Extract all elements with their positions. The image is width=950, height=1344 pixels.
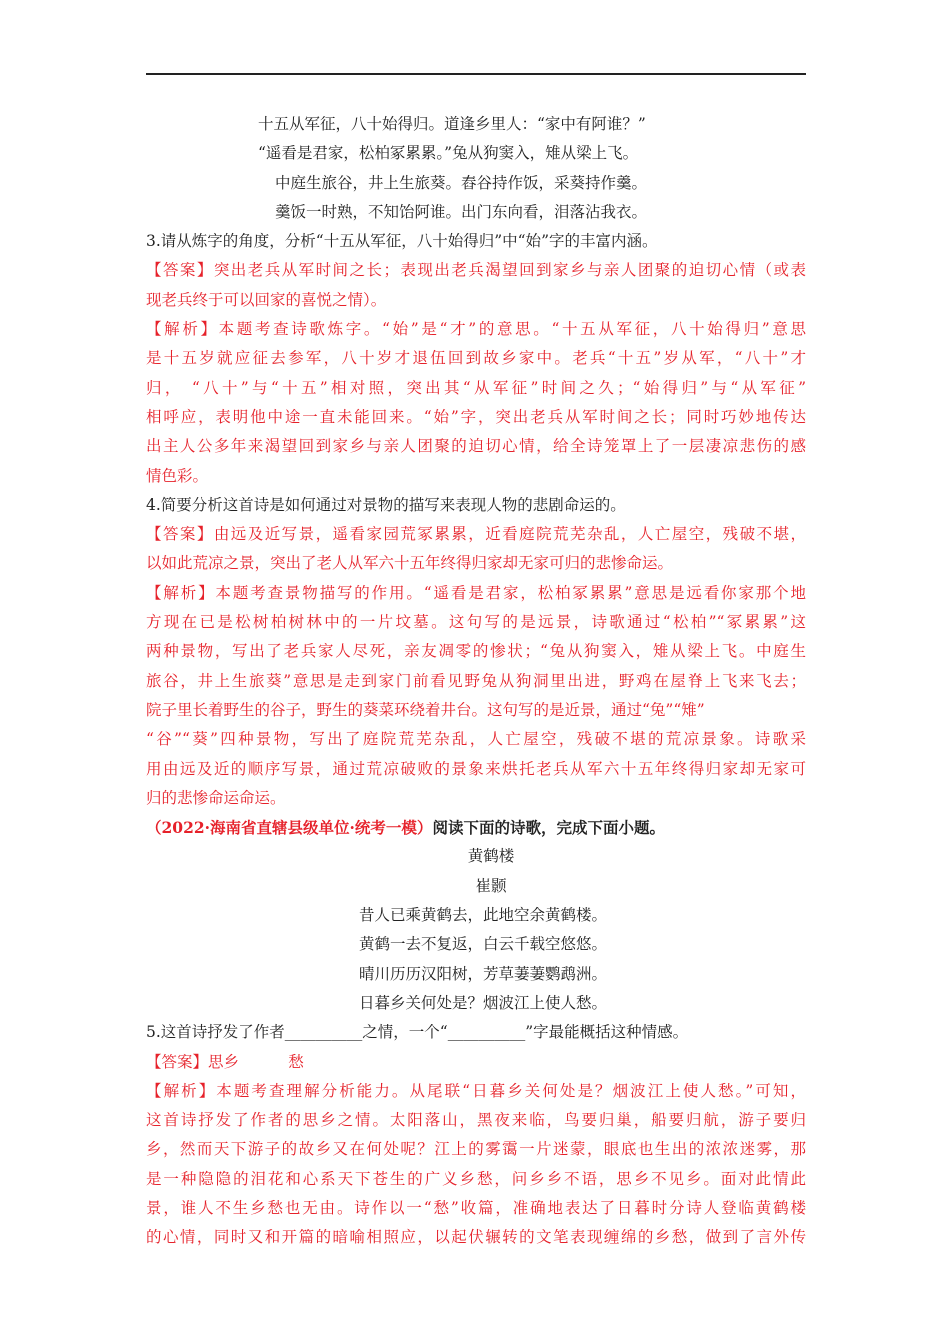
analysis-4: 归的悲惨命运命运。 [146,788,286,807]
section-heading [146,813,806,842]
analysis-3: 相呼应，表明他中途一直未能回来。“始”字，突出老兵从军时间之长；同时巧妙地传达 [146,407,806,426]
analysis-3: 【解析】本题考查诗歌炼字。“始”是“才”的意思。“十五从军征，八十始得归”意思 [146,320,806,339]
section-instruction: 阅读下面的诗歌，完成下面小题。 [432,818,665,838]
poem-line: 晴川历历汉阳树，芳草萋萋鹦鹉洲。 [359,964,608,983]
poem-title: 黄鹤楼 [467,847,515,866]
analysis-4: 用由远及近的顺序写景，通过荒凉破败的景象来烘托老兵从军六十五年终得归家却无家可 [146,759,806,778]
question-5: 5.这首诗抒发了作者__________之情，一个“__________”字最能概括这种情感。 [146,1023,689,1042]
analysis-5: 景，谁人不生乡愁也无由。诗作以一“愁”收篇，准确地表达了日暮时分诗人登临黄鹤楼 [146,1198,806,1217]
question-4: 4.简要分析这首诗是如何通过对景物的描写来表现人物的悲剧命运的。 [146,495,626,514]
question-3: 3.请从炼字的角度，分析“十五从军征，八十始得归”中“始”字的丰富内涵。 [146,232,658,251]
analysis-5: 的心情，同时又和开篇的暗喻相照应，以起伏辗转的文笔表现缠绵的乡愁，做到了言外传 [146,1228,806,1247]
answer-3: 现老兵终于可以回家的喜悦之情）。 [146,290,387,309]
analysis-4: 方现在已是松树柏树林中的一片坟墓。这句写的是远景，诗歌通过“松柏”“冢累累”这 [146,613,806,632]
analysis-3: 出主人公多年来渴望回到家乡与亲人团聚的迫切心情，给全诗笼罩上了一层凄凉悲伤的感 [146,437,806,456]
analysis-5: 乡，然而天下游子的故乡又在何处呢？江上的雾霭一片迷蒙，眼底也生出的浓浓迷雾，那 [146,1140,806,1159]
analysis-5: 这首诗抒发了作者的思乡之情。太阳落山，黑夜来临，鸟要归巢，船要归航，游子要归 [146,1111,806,1130]
analysis-3: 情色彩。 [146,466,209,485]
answer-4: 以如此荒凉之景，突出了老人从军六十五年终得归家却无家可归的悲惨命运。 [146,554,674,573]
analysis-4: 【解析】本题考查景物描写的作用。“遥看是君家，松柏冢累累”意思是远看你家那个地 [146,583,806,602]
answer-5: 【答案】思乡 愁 [146,1052,304,1071]
poem-author: 崔颢 [475,876,507,895]
analysis-3: 是十五岁就应征去参军，八十岁才退伍回到故乡家中。老兵“十五”岁从军，“八十”才 [146,349,806,368]
answer-4: 【答案】由远及近写景，遥看家园荒冢累累，近看庭院荒芜杂乱，人亡屋空，残破不堪， [146,525,806,544]
document-body [146,110,806,1253]
poem-line: 羹饭一时熟，不知饴阿谁。出门东向看，泪落沾我衣。 [275,202,648,221]
poem-line: “遥看是君家，松柏冢累累。”兔从狗窦入，雉从梁上飞。 [258,144,639,163]
analysis-4: “谷”“葵”四种景物，写出了庭院荒芜杂乱，人亡屋空，残破不堪的荒凉景象。诗歌采 [146,730,806,749]
poem-line: 黄鹤一去不复返，白云千载空悠悠。 [359,935,608,954]
analysis-5: 是一种隐隐的泪花和心系天下苍生的广义乡愁，问乡乡不语，思乡不见乡。面对此情此 [146,1169,806,1188]
analysis-4: 院子里长着野生的谷子，野生的葵菜环绕着井台。这句写的是近景，通过“兔”“雉” [146,700,705,719]
analysis-4: 两种景物，写出了老兵家人尽死，亲友凋零的惨状；“兔从狗窦入，雉从梁上飞。中庭生 [146,642,806,661]
poem-line: 日暮乡关何处是？烟波江上使人愁。 [359,993,608,1012]
exam-source: （2022·海南省直辖县级单位·统考一模） [146,818,433,838]
answer-3: 【答案】突出老兵从军时间之长；表现出老兵渴望回到家乡与亲人团聚的迫切心情（或表 [146,261,806,280]
header-rule [146,73,806,75]
poem-line: 昔人已乘黄鹤去，此地空余黄鹤楼。 [359,906,608,925]
analysis-3: 归， “八十”与“十五”相对照，突出其“从军征”时间之久；“始得归”与“从军征” [146,378,806,397]
poem-line: 中庭生旅谷，井上生旅葵。舂谷持作饭，采葵持作羹。 [275,173,648,192]
poem-line: 十五从军征，八十始得归。道逢乡里人：“家中有阿谁？” [258,115,646,133]
analysis-4: 旅谷，井上生旅葵”意思是走到家门前看见野兔从狗洞里出进，野鸡在屋脊上飞来飞去； [146,671,806,690]
analysis-5: 【解析】本题考查理解分析能力。从尾联“日暮乡关何处是？烟波江上使人愁。”可知， [146,1081,806,1100]
